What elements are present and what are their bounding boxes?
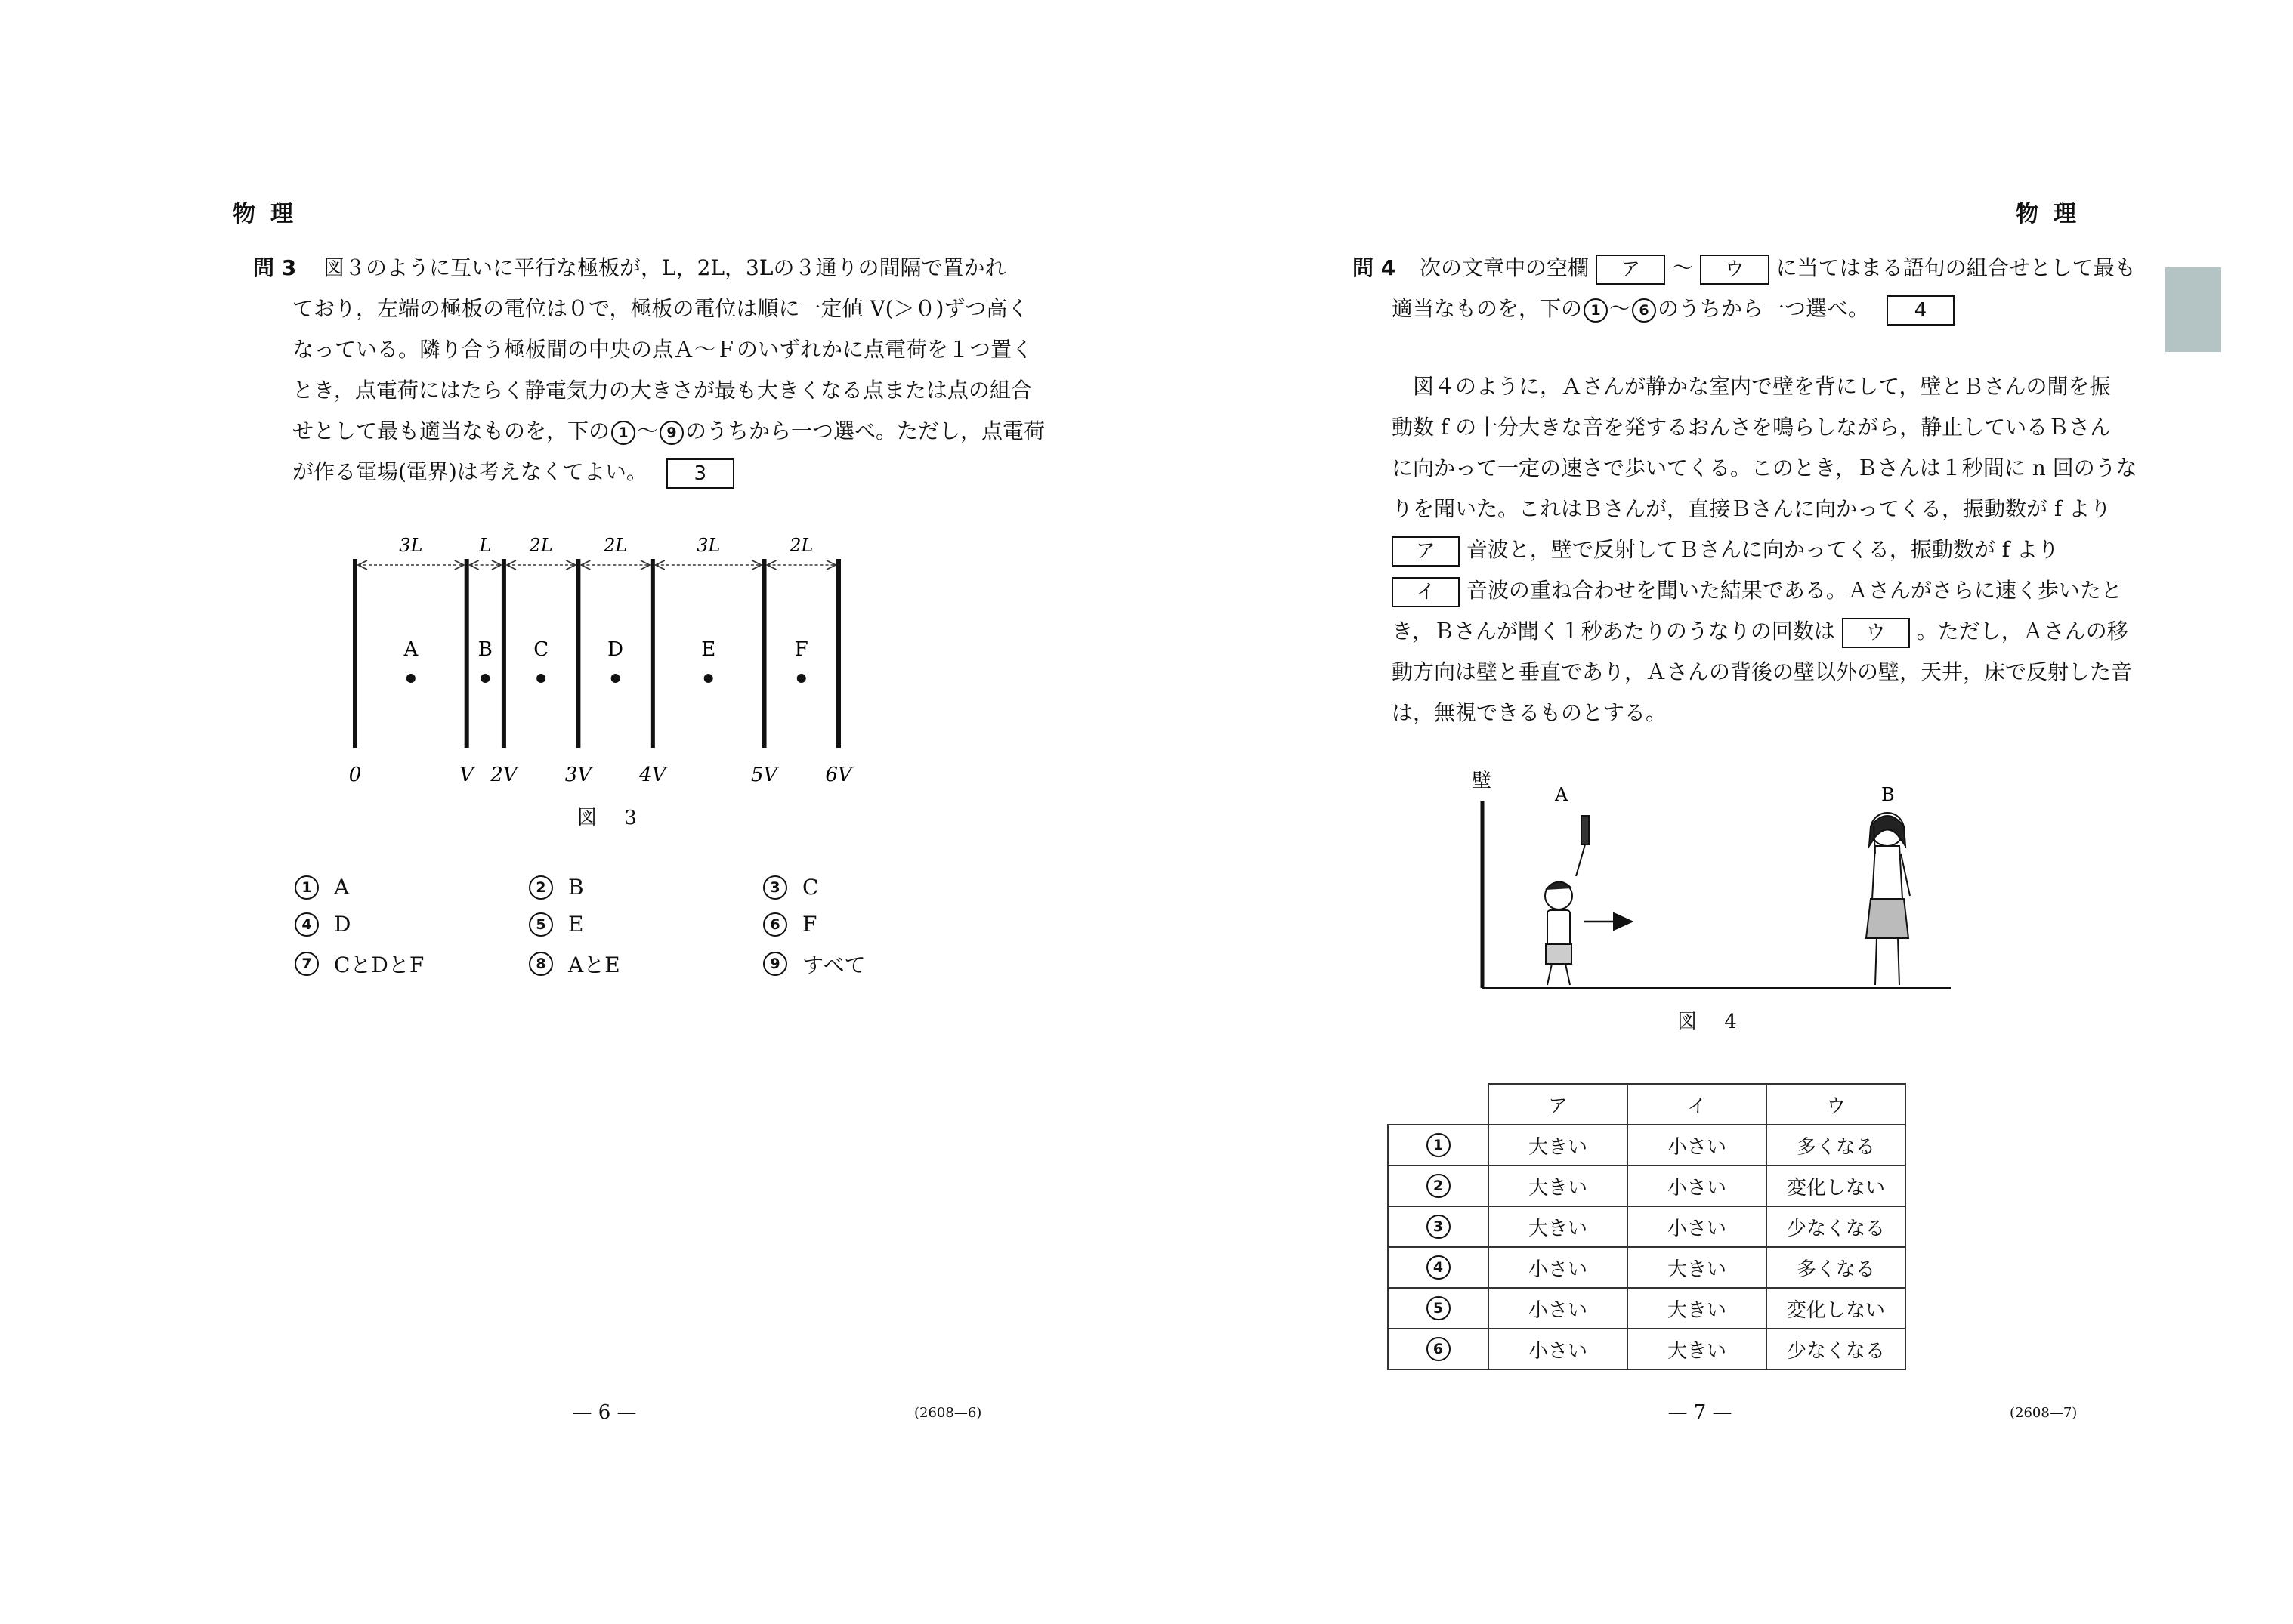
table-cell-i: 小さい	[1627, 1125, 1766, 1166]
q3-line-1: 図３のように互いに平行な極板が，L，2L，3Lの３通りの間隔で置かれ	[323, 255, 1006, 280]
table-header-a: ア	[1488, 1084, 1627, 1125]
page-header-left: 物理	[233, 201, 308, 227]
option-number: 3	[763, 875, 787, 900]
page-number-left: — 6 —	[572, 1401, 637, 1424]
q3-line-5-post: のうちから一つ選べ。ただし，点電荷	[685, 418, 1046, 443]
option-number: 1	[295, 875, 319, 900]
potential-labels	[349, 764, 854, 786]
side-tab	[2165, 267, 2221, 352]
capacitor-plates	[355, 559, 839, 748]
option-text: B	[568, 875, 584, 900]
q4-passage	[1392, 366, 2137, 733]
option-text: AとE	[568, 952, 620, 977]
point-label: B	[477, 638, 493, 661]
q4-line-2-post: のうちから一つ選べ。	[1658, 296, 1870, 321]
q4-range-from: 1	[1584, 298, 1608, 323]
row-number-cell	[1388, 1125, 1488, 1166]
table-cell-u: 多くなる	[1766, 1247, 1905, 1288]
passage-line-2: 動数 f の十分大きな音を発するおんさを鳴らしながら，静止しているＢさん	[1392, 415, 2112, 440]
table-cell-a: 大きい	[1488, 1166, 1627, 1206]
table-row[interactable]	[1388, 1247, 1905, 1288]
page-code-right: (2608—7)	[2010, 1405, 2078, 1421]
q4-line-1-post: に当てはまる語句の組合せとして最も	[1775, 255, 2136, 280]
figure-4-caption: 図 4	[1677, 1011, 1748, 1033]
option-number: 5	[529, 912, 553, 937]
option-text: A	[334, 875, 350, 900]
table-cell-u: 少なくなる	[1766, 1206, 1905, 1247]
gap-label: 3L	[399, 535, 423, 556]
option-text: D	[334, 912, 351, 937]
passage-box-u[interactable]: ウ	[1842, 618, 1910, 648]
table-cell-a: 小さい	[1488, 1247, 1627, 1288]
option-5[interactable]	[527, 912, 762, 937]
passage-box-i[interactable]: イ	[1392, 577, 1460, 607]
table-cell-i: 大きい	[1627, 1288, 1766, 1329]
row-number-cell	[1388, 1206, 1488, 1247]
point-dot	[611, 674, 620, 683]
option-number: 7	[295, 952, 319, 976]
passage-line-5: 音波と，壁で反射してＢさんに向かってくる，振動数が f より	[1466, 537, 2060, 562]
q3-line-4: とき，点電荷にはたらく静電気力の大きさが最も大きくなる点または点の組合	[292, 378, 1032, 403]
table-row[interactable]	[1388, 1206, 1905, 1247]
table-cell-a: 大きい	[1488, 1206, 1627, 1247]
q3-line-5-pre: せとして最も適当なものを，下の	[292, 418, 610, 443]
point-dot	[797, 674, 806, 683]
q3-line-6: が作る電場(電界)は考えなくてよい。	[292, 459, 647, 484]
q4-line-2-pre: 適当なものを，下の	[1392, 296, 1583, 321]
option-number: 8	[529, 952, 553, 976]
option-6[interactable]	[762, 912, 958, 937]
q3-range-sep: ～	[637, 418, 659, 443]
answer-table	[1387, 1083, 1906, 1370]
table-corner	[1388, 1084, 1488, 1125]
table-row[interactable]	[1388, 1329, 1905, 1369]
q3-line-2: ており，左端の極板の電位は０で，極板の電位は順に一定値 V(＞０)ずつ高く	[292, 296, 1029, 321]
point-label: F	[794, 638, 808, 661]
table-row[interactable]	[1388, 1166, 1905, 1206]
option-3[interactable]	[762, 875, 958, 900]
person-a-label: A	[1555, 784, 1568, 805]
option-7[interactable]	[293, 949, 527, 979]
person-a-figure	[1545, 816, 1589, 985]
page-number-right: — 7 —	[1667, 1401, 1732, 1424]
point-dot	[481, 674, 490, 683]
q4-line-1-pre: 次の文章中の空欄	[1420, 255, 1590, 280]
option-1[interactable]	[293, 875, 527, 900]
potential-label: 5V	[750, 764, 778, 786]
passage-line-7-pre: き，Ｂさんが聞く１秒あたりのうなりの回数は	[1392, 619, 1835, 644]
row-number: 6	[1426, 1337, 1451, 1361]
table-cell-i: 小さい	[1627, 1206, 1766, 1247]
table-row[interactable]	[1388, 1125, 1905, 1166]
row-number: 4	[1426, 1255, 1451, 1280]
passage-line-4: りを聞いた。これはＢさんが，直接Ｂさんに向かってくる，振動数が f より	[1392, 496, 2112, 521]
row-number-cell	[1388, 1329, 1488, 1369]
option-text: F	[802, 912, 817, 937]
option-8[interactable]	[527, 949, 762, 979]
table-cell-u: 多くなる	[1766, 1125, 1905, 1166]
point-label: E	[701, 638, 716, 661]
q3-range-from: 1	[611, 421, 635, 445]
option-number: 4	[295, 912, 319, 937]
passage-box-a[interactable]: ア	[1392, 536, 1460, 567]
point-label: C	[533, 638, 549, 661]
q3-options	[293, 875, 958, 979]
table-cell-a: 小さい	[1488, 1288, 1627, 1329]
gap-label: 2L	[604, 535, 628, 556]
row-number: 1	[1426, 1133, 1451, 1157]
answer-table-body	[1388, 1125, 1905, 1369]
option-number: 2	[529, 875, 553, 900]
gap-labels	[399, 535, 813, 556]
page-header-right: 物理	[2016, 201, 2091, 227]
row-number-cell	[1388, 1166, 1488, 1206]
table-cell-a: 小さい	[1488, 1329, 1627, 1369]
potential-label: V	[459, 764, 474, 786]
figure-4	[1451, 763, 1964, 1012]
q3-line-3: なっている。隣り合う極板間の中央の点Ａ～Ｆのいずれかに点電荷を１つ置く	[292, 337, 1034, 362]
point-label: D	[607, 638, 624, 661]
table-cell-u: 少なくなる	[1766, 1329, 1905, 1369]
row-number-cell	[1388, 1288, 1488, 1329]
potential-label: 4V	[639, 764, 666, 786]
question-4-text	[1352, 248, 2136, 329]
wall-label: 壁	[1472, 770, 1492, 792]
option-text: C	[802, 875, 819, 900]
table-header-i: イ	[1627, 1084, 1766, 1125]
option-number: 9	[763, 952, 787, 976]
q4-range-to: 6	[1632, 298, 1656, 323]
q3-answer-box[interactable]: 3	[666, 458, 734, 489]
figure-3-caption: 図 3	[577, 807, 647, 829]
point-dot	[536, 674, 545, 683]
potential-label: 0	[348, 764, 362, 786]
page-code-left: (2608—6)	[914, 1405, 982, 1421]
gap-label: 3L	[697, 535, 721, 556]
person-b-label: B	[1881, 784, 1895, 805]
table-cell-u: 変化しない	[1766, 1166, 1905, 1206]
passage-line-7-post: 。ただし，Ａさんの移	[1916, 619, 2128, 644]
gap-label: 2L	[529, 535, 553, 556]
table-cell-i: 大きい	[1627, 1247, 1766, 1288]
table-cell-u: 変化しない	[1766, 1288, 1905, 1329]
question-4-label: 問 4	[1352, 255, 1396, 280]
question-3-text	[253, 248, 1046, 492]
option-text: CとDとF	[334, 952, 425, 977]
q4-tilde: ～	[1671, 255, 1693, 280]
table-cell-i: 大きい	[1627, 1329, 1766, 1369]
q3-range-to: 9	[660, 421, 684, 445]
row-number: 3	[1426, 1215, 1451, 1239]
question-3-label: 問 3	[253, 255, 297, 280]
blank-a-box[interactable]: ア	[1596, 255, 1665, 285]
table-cell-i: 小さい	[1627, 1166, 1766, 1206]
table-cell-a: 大きい	[1488, 1125, 1627, 1166]
gap-label: L	[479, 535, 492, 556]
gap-label: 2L	[790, 535, 814, 556]
row-number: 5	[1426, 1296, 1451, 1320]
row-number-cell	[1388, 1247, 1488, 1288]
point-dot	[406, 674, 416, 683]
option-9[interactable]	[762, 949, 958, 979]
charge-points	[403, 638, 808, 683]
option-4[interactable]	[293, 912, 527, 937]
passage-line-6: 音波の重ね合わせを聞いた結果である。Ａさんがさらに速く歩いたと	[1466, 578, 2122, 603]
q4-answer-box[interactable]: 4	[1887, 295, 1955, 326]
passage-line-1: 図４のように，Ａさんが静かな室内で壁を背にして，壁とＢさんの間を振	[1413, 374, 2111, 399]
table-header-u: ウ	[1766, 1084, 1905, 1125]
option-number: 6	[763, 912, 787, 937]
option-text: すべて	[802, 952, 866, 977]
option-2[interactable]	[527, 875, 762, 900]
potential-label: 2V	[490, 764, 518, 786]
row-number: 2	[1426, 1174, 1451, 1198]
point-dot	[704, 674, 713, 683]
q4-range-sep: ～	[1609, 296, 1631, 321]
passage-line-8: 動方向は壁と垂直であり，Ａさんの背後の壁以外の壁，天井，床で反射した音	[1392, 659, 2133, 684]
blank-u-box[interactable]: ウ	[1700, 255, 1769, 285]
table-row[interactable]	[1388, 1288, 1905, 1329]
passage-line-3: に向かって一定の速さで歩いてくる。このとき，Ｂさんは１秒間に n 回のうな	[1392, 455, 2137, 480]
option-text: E	[568, 912, 584, 937]
person-b-figure	[1866, 813, 1910, 985]
potential-label: 6V	[825, 764, 852, 786]
potential-label: 3V	[564, 764, 592, 786]
point-label: A	[403, 638, 419, 661]
figure-3	[332, 521, 876, 838]
passage-line-9: は，無視できるものとする。	[1392, 700, 1667, 725]
